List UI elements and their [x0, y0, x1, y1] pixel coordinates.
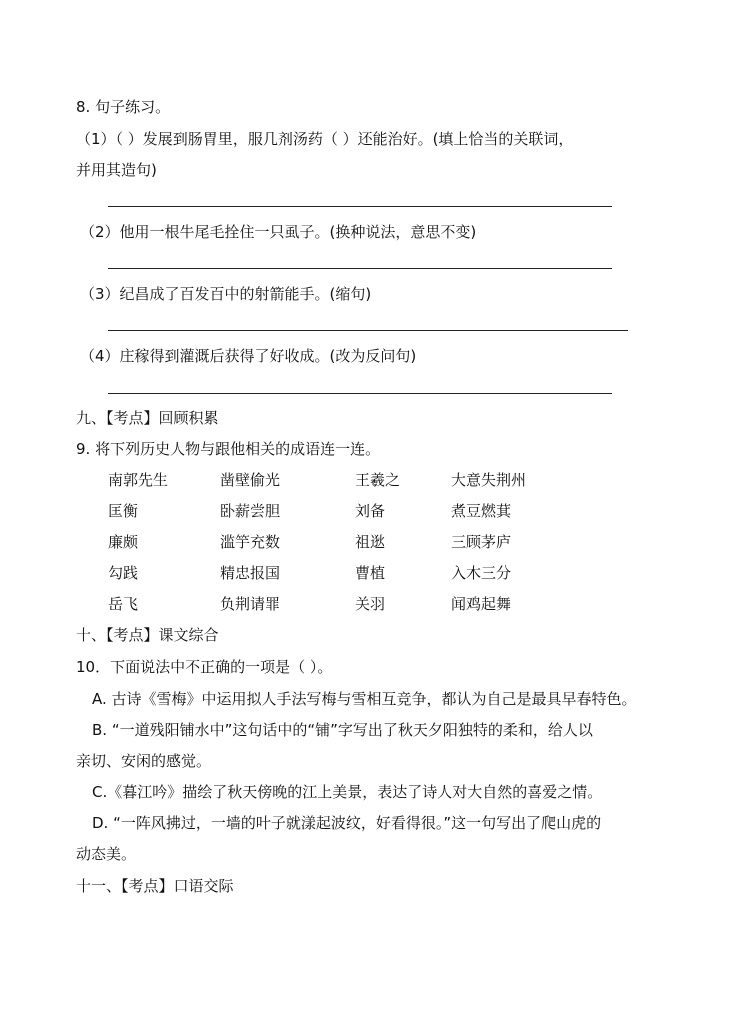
idiom-item[interactable]: 大意失荆州	[451, 471, 527, 489]
option-c[interactable]: C.《暮江吟》描绘了秋天傍晚的江上美景，表达了诗人对大自然的喜爱之情。	[92, 783, 603, 801]
person-item[interactable]: 曹植	[355, 564, 386, 582]
answer-line-2[interactable]	[108, 268, 612, 269]
idiom-item[interactable]: 滥竽充数	[220, 533, 281, 551]
question-10-prompt: 10．下面说法中不正确的一项是（ ）。	[76, 658, 333, 676]
idiom-item[interactable]: 入木三分	[451, 564, 512, 582]
question-8-sub4: （4）庄稼得到灌溉后获得了好收成。(改为反问句)	[80, 347, 417, 365]
answer-line-4[interactable]	[108, 393, 612, 394]
answer-line-1[interactable]	[108, 206, 612, 207]
person-item[interactable]: 岳飞	[108, 595, 139, 613]
idiom-item[interactable]: 精忠报国	[220, 564, 281, 582]
question-8-sub1-cont: 并用其造句)	[76, 161, 157, 179]
idiom-item[interactable]: 负荆请罪	[220, 595, 281, 613]
question-9-prompt: 9. 将下列历史人物与跟他相关的成语连一连。	[76, 440, 381, 458]
section-11-header: 十一、【考点】口语交际	[76, 877, 234, 895]
option-b[interactable]: B. “一道残阳铺水中”这句话中的“铺”字写出了秋天夕阳独特的柔和，给人以	[92, 721, 593, 739]
person-item[interactable]: 匡衡	[108, 502, 139, 520]
section-10-header: 十、【考点】课文综合	[76, 626, 219, 644]
idiom-item[interactable]: 卧薪尝胆	[220, 502, 281, 520]
person-item[interactable]: 廉颇	[108, 533, 139, 551]
answer-line-3[interactable]	[108, 330, 628, 331]
option-b-cont: 亲切、安闲的感觉。	[76, 752, 212, 770]
question-8-title: 8. 句子练习。	[76, 98, 171, 116]
question-8-sub3: （3）纪昌成了百发百中的射箭能手。(缩句)	[80, 285, 372, 303]
person-item[interactable]: 祖逖	[355, 533, 386, 551]
option-d[interactable]: D. “一阵风拂过，一墙的叶子就漾起波纹，好看得很。”这一句写出了爬山虎的	[92, 814, 602, 832]
idiom-item[interactable]: 闻鸡起舞	[451, 595, 512, 613]
person-item[interactable]: 关羽	[355, 595, 386, 613]
person-item[interactable]: 王羲之	[355, 471, 401, 489]
option-d-cont: 动态美。	[76, 845, 137, 863]
option-a[interactable]: A. 古诗《雪梅》中运用拟人手法写梅与雪相互竞争，都认为自己是最具早春特色。	[92, 690, 637, 708]
section-9-header: 九、【考点】回顾积累	[76, 409, 219, 427]
question-8-sub2: （2）他用一根牛尾毛拴住一只虱子。(换种说法，意思不变)	[80, 223, 477, 241]
idiom-item[interactable]: 煮豆燃萁	[451, 502, 512, 520]
person-item[interactable]: 刘备	[355, 502, 386, 520]
idiom-item[interactable]: 三顾茅庐	[451, 533, 512, 551]
idiom-item[interactable]: 凿壁偷光	[220, 471, 281, 489]
question-8-sub1: （1）（ ）发展到肠胃里，服几剂汤药（ ）还能治好。(填上恰当的关联词，	[76, 130, 574, 148]
person-item[interactable]: 南郭先生	[108, 471, 169, 489]
person-item[interactable]: 勾践	[108, 564, 139, 582]
